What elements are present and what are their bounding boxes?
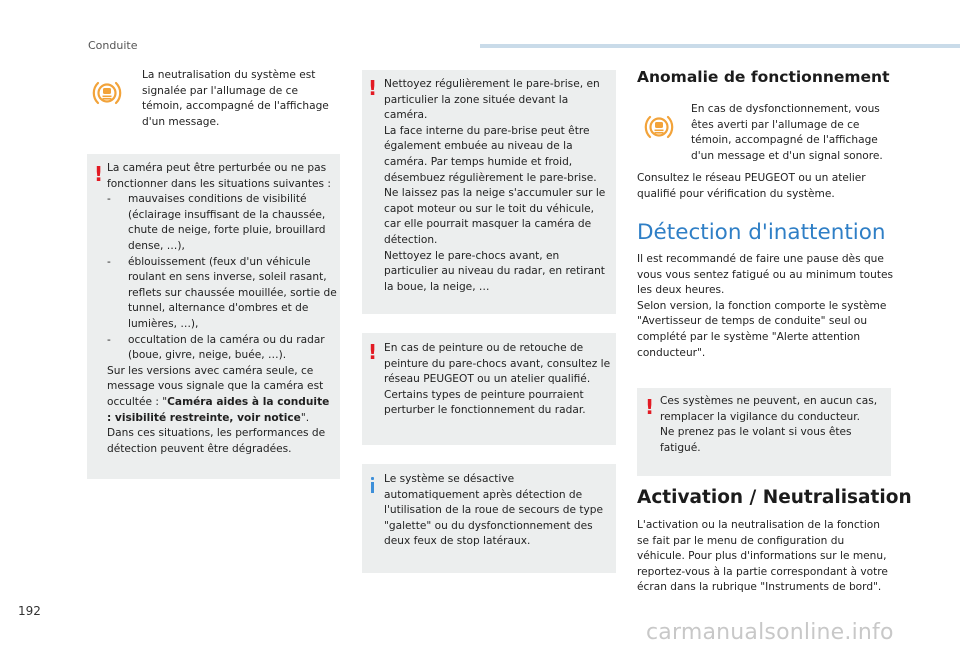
warning-lamp-icon bbox=[92, 78, 122, 108]
spare-wheel-info-text: Le système se désactive automatiquement après détection de l'utilisation de la roue de secours de type "galette" ou du dysfonctionnement des deux feux de stop latéraux. bbox=[384, 473, 604, 548]
cleaning-warning-box bbox=[362, 70, 616, 314]
spare-wheel-info-box bbox=[362, 464, 616, 573]
camera-conditions-list bbox=[107, 192, 337, 364]
activation-title: Activation / Neutralisation bbox=[637, 487, 912, 508]
detection-p2: Selon version, la fonction comporte le système "Avertisseur de temps de conduite" seul ou complété par le système "Alerte attention conducteur". bbox=[637, 299, 887, 359]
camera-performance-text: Dans ces situations, les performances de détection peuvent être dégradées. bbox=[107, 427, 326, 455]
watermark: carmanualsonline.info bbox=[646, 620, 894, 645]
paint-warning-box bbox=[362, 333, 616, 445]
paint-warning-text: En cas de peinture ou de retouche de peinture du pare-chocs avant, consultez le réseau PEUGEOT ou un atelier qualifié. Certains types de peinture pourraient perturber le fonctionnement du radar. bbox=[384, 342, 611, 417]
fatigue-warning-1: Ces systèmes ne peuvent, en aucun cas, remplacer la vigilance du conducteur. bbox=[660, 395, 878, 423]
detection-title: Détection d'inattention bbox=[637, 220, 886, 245]
section-title: Conduite bbox=[88, 39, 138, 52]
detection-text bbox=[637, 252, 893, 361]
activation-paragraph: L'activation ou la neutralisation de la fonction se fait par le menu de configuration du véhicule. Pour plus d'informations sur le menu, reportez-vous à la partie correspondant à votre écran dans la rubrique "Instruments de bord". bbox=[637, 519, 888, 594]
camera-occulted-suffix: ". bbox=[300, 411, 310, 424]
neutralisation-text: La neutralisation du système est signalée par l'allumage de ce témoin, accompagné de l'affichage d'un message. bbox=[142, 69, 329, 128]
camera-occulted-text bbox=[107, 364, 337, 426]
list-item: - éblouissement (feux d'un véhicule roulant en sens inverse, soleil rasant, reflets sur chaussée mouillée, sortie de tunnel, alternance d'ombres et de lumières, …), bbox=[107, 255, 337, 333]
anomaly-icon-text: En cas de dysfonctionnement, vous êtes averti par l'allumage de ce témoin, accompagné de l'affichage d'un message et d'un signal sonore. bbox=[691, 103, 883, 162]
exclamation-icon: ! bbox=[645, 395, 655, 419]
detection-p1: Il est recommandé de faire une pause dès que vous vous sentez fatigué ou au minimum toutes les deux heures. bbox=[637, 253, 894, 297]
camera-warning-box bbox=[87, 154, 340, 479]
page-number: 192 bbox=[18, 604, 41, 618]
anomaly-paragraph: Consultez le réseau PEUGEOT ou un atelier qualifié pour vérification du système. bbox=[637, 172, 866, 200]
exclamation-icon: ! bbox=[368, 76, 378, 100]
cleaning-p2: La face interne du pare-brise peut être également embuée au niveau de la caméra. Par temps humide et froid, désembuez régulièrement le pare-brise. bbox=[384, 124, 597, 184]
cleaning-p3: Ne laissez pas la neige s'accumuler sur le capot moteur ou sur le toit du véhicule, car elle pourrait masquer la caméra de détection. bbox=[384, 187, 606, 246]
cleaning-p4: Nettoyez le pare-chocs avant, en particulier au niveau du radar, en retirant la boue, la neige, … bbox=[384, 249, 605, 293]
anomaly-title: Anomalie de fonctionnement bbox=[637, 68, 890, 86]
warning-lamp-icon bbox=[644, 112, 674, 142]
list-item: - occultation de la caméra ou du radar (boue, givre, neige, buée, …). bbox=[107, 333, 337, 364]
exclamation-icon: ! bbox=[94, 162, 104, 186]
exclamation-icon: ! bbox=[368, 340, 378, 364]
camera-message-bold: Caméra aides à la conduite : visibilité restreinte, voir notice bbox=[107, 395, 330, 424]
fatigue-warning-2: Ne prenez pas le volant si vous êtes fatigué. bbox=[660, 426, 852, 454]
list-item: - mauvaises conditions de visibilité (éclairage insuffisant de la chaussée, chute de neige, forte pluie, brouillard dense, …), bbox=[107, 192, 337, 254]
header-bar bbox=[480, 44, 960, 48]
info-icon bbox=[371, 477, 374, 493]
camera-intro: La caméra peut être perturbée ou ne pas fonctionner dans les situations suivantes : bbox=[107, 162, 331, 190]
camera-occulted-prefix: Sur les versions avec caméra seule, ce message vous signale que la caméra est occultée : " bbox=[107, 364, 324, 408]
cleaning-p1: Nettoyez régulièrement le pare-brise, en particulier la zone située devant la caméra. bbox=[384, 78, 600, 122]
fatigue-warning-box bbox=[637, 388, 891, 476]
